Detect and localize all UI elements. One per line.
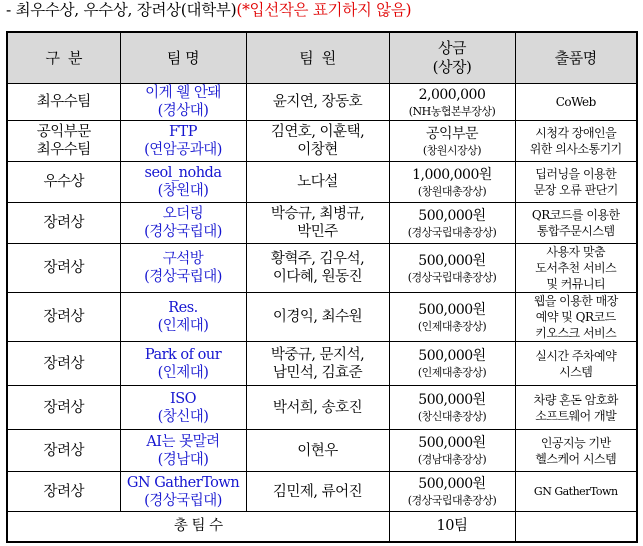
prize-sponsor: (창원시장상) bbox=[422, 143, 482, 157]
table-caption bbox=[6, 0, 411, 24]
prize-amount: 2,000,000 bbox=[418, 86, 486, 103]
category-cell bbox=[7, 430, 120, 472]
work-cell-line: CoWeb bbox=[555, 95, 596, 109]
table-row bbox=[7, 386, 637, 430]
table-row bbox=[7, 293, 637, 342]
table-row bbox=[7, 430, 637, 472]
total-empty-cell bbox=[515, 512, 637, 542]
team-cell-line: AI는 못말려 bbox=[146, 433, 220, 450]
prize-cell bbox=[389, 121, 515, 162]
total-value: 10팀 bbox=[389, 512, 515, 542]
work-cell-line: 키오스크 서비스 bbox=[535, 326, 617, 340]
work-cell bbox=[515, 293, 637, 342]
work-cell bbox=[515, 342, 637, 386]
table-row bbox=[7, 472, 637, 512]
category-cell bbox=[7, 203, 120, 244]
members-cell-line: 윤지연, 장동호 bbox=[272, 94, 363, 110]
category-cell-line: 공익부문 bbox=[36, 124, 91, 140]
header-prize-line1: 상금 bbox=[438, 39, 466, 57]
table-row bbox=[7, 342, 637, 386]
prize-amount: 500,000원 bbox=[418, 348, 486, 364]
table-row bbox=[7, 244, 637, 293]
team-cell-line: Park of our bbox=[144, 346, 222, 363]
header-row bbox=[7, 32, 637, 84]
team-cell-line: 구석방 bbox=[162, 251, 204, 267]
prize-amount: 500,000원 bbox=[418, 476, 486, 492]
category-cell-line: 장려상 bbox=[43, 309, 85, 325]
total-label: 총 팀 수 bbox=[7, 512, 389, 542]
header-work: 출품명 bbox=[515, 32, 637, 84]
team-cell-line: 이게 웰 안돼 bbox=[145, 85, 221, 101]
prize-cell bbox=[389, 244, 515, 293]
prize-amount: 500,000원 bbox=[418, 207, 486, 224]
table-row bbox=[7, 203, 637, 244]
members-cell-line: 박중규, 문지석, bbox=[270, 346, 365, 363]
members-cell-line: 박서희, 송호진 bbox=[272, 399, 363, 416]
prize-cell bbox=[389, 203, 515, 244]
work-cell-line: 딥러닝을 이용한 bbox=[535, 167, 617, 181]
members-cell-line: 이경익, 최수원 bbox=[272, 309, 363, 325]
category-cell-line: 장려상 bbox=[43, 442, 85, 459]
prize-cell bbox=[389, 386, 515, 430]
category-cell bbox=[7, 386, 120, 430]
prize-cell bbox=[389, 472, 515, 512]
members-cell-line: 남민석, 김효준 bbox=[272, 364, 363, 381]
team-cell bbox=[120, 386, 246, 430]
work-cell-line: 실시간 주차예약 bbox=[535, 348, 617, 363]
team-cell-line: (경남대) bbox=[157, 451, 209, 468]
team-cell bbox=[120, 472, 246, 512]
team-cell bbox=[120, 244, 246, 293]
prize-sponsor: (NH농협본부장상) bbox=[408, 104, 496, 118]
team-cell bbox=[120, 162, 246, 203]
work-cell bbox=[515, 162, 637, 203]
team-cell-line: GN GatherTown bbox=[126, 474, 240, 491]
header-prize bbox=[389, 32, 515, 84]
prize-amount: 500,000원 bbox=[418, 392, 486, 408]
work-cell bbox=[515, 203, 637, 244]
prize-cell bbox=[389, 430, 515, 472]
work-cell-line: QR코드를 이용한 bbox=[531, 208, 620, 222]
prize-amount: 1,000,000원 bbox=[412, 166, 492, 183]
members-cell bbox=[246, 342, 389, 386]
work-cell-line: 예약 및 QR코드 bbox=[535, 310, 616, 324]
table-row bbox=[7, 84, 637, 121]
members-cell-line: 박민주 bbox=[297, 224, 338, 240]
category-cell-line: 최우수팀 bbox=[36, 142, 91, 158]
work-cell-line: 통합주문시스템 bbox=[536, 224, 615, 238]
work-cell-line: 인공지능 기반 bbox=[540, 435, 611, 450]
prize-cell bbox=[389, 342, 515, 386]
category-cell-line: 최우수팀 bbox=[36, 94, 91, 110]
members-cell-line: 박승규, 최병규, bbox=[270, 206, 365, 222]
caption-prefix: - 최우수상, 우수상, 장려상(대학부) bbox=[6, 1, 237, 19]
members-cell-line: 김연호, 이훈택, bbox=[270, 124, 365, 140]
category-cell-line: 장려상 bbox=[43, 355, 85, 372]
team-cell-line: (경상대) bbox=[157, 103, 209, 119]
members-cell bbox=[246, 203, 389, 244]
team-cell-line: (연암공과대) bbox=[144, 142, 222, 158]
prize-sponsor: (창원대총장상) bbox=[417, 184, 487, 198]
total-row bbox=[7, 512, 637, 542]
team-cell bbox=[120, 293, 246, 342]
work-cell-line: 및 커뮤니티 bbox=[546, 277, 606, 291]
work-cell-line: 소프트웨어 개발 bbox=[535, 408, 617, 423]
team-cell bbox=[120, 121, 246, 162]
category-cell-line: 장려상 bbox=[43, 483, 85, 500]
team-cell-line: (경상국립대) bbox=[144, 224, 222, 240]
team-cell-line: FTP bbox=[169, 124, 197, 140]
work-cell-line: 웹을 이용한 매장 bbox=[533, 294, 618, 308]
work-cell bbox=[515, 430, 637, 472]
prize-sponsor: (인제대총장상) bbox=[417, 319, 487, 333]
awards-table bbox=[6, 31, 638, 543]
members-cell bbox=[246, 162, 389, 203]
work-cell bbox=[515, 244, 637, 293]
team-cell-line: (창신대) bbox=[157, 408, 209, 425]
prize-sponsor: (경상국립대총장상) bbox=[407, 270, 497, 284]
members-cell-line: 노다설 bbox=[297, 174, 338, 190]
prize-sponsor: (경상국립대총장상) bbox=[407, 225, 497, 239]
members-cell bbox=[246, 121, 389, 162]
team-cell-line: 오더링 bbox=[162, 206, 204, 222]
category-cell bbox=[7, 121, 120, 162]
work-cell-line: 시스템 bbox=[559, 364, 593, 379]
category-cell-line: 장려상 bbox=[43, 399, 85, 416]
prize-cell bbox=[389, 162, 515, 203]
category-cell bbox=[7, 342, 120, 386]
members-cell bbox=[246, 293, 389, 342]
work-cell bbox=[515, 84, 637, 121]
category-cell-line: 장려상 bbox=[43, 260, 85, 276]
category-cell-line: 우수상 bbox=[43, 174, 85, 190]
prize-sponsor: (창신대총장상) bbox=[417, 410, 487, 423]
table-row bbox=[7, 162, 637, 203]
prize-amount: 500,000원 bbox=[418, 252, 486, 269]
prize-amount: 500,000원 bbox=[418, 301, 486, 318]
category-cell bbox=[7, 84, 120, 121]
caption-note: (*입선작은 표기하지 않음) bbox=[236, 1, 412, 19]
team-cell-line: Res. bbox=[168, 300, 198, 316]
table-body bbox=[7, 84, 637, 512]
team-cell-line: seol_nohda bbox=[144, 165, 222, 181]
work-cell-line: 차량 혼돈 암호화 bbox=[533, 392, 618, 407]
team-cell-line: (인제대) bbox=[157, 364, 209, 381]
header-members: 팀 원 bbox=[246, 32, 389, 84]
prize-amount: 500,000원 bbox=[418, 435, 486, 451]
header-category: 구 분 bbox=[7, 32, 120, 84]
members-cell-line: 이창현 bbox=[297, 142, 338, 158]
work-cell bbox=[515, 121, 637, 162]
work-cell-line: 도서추천 서비스 bbox=[535, 261, 617, 275]
work-cell-line: 시청각 장애인을 bbox=[535, 126, 617, 140]
team-cell bbox=[120, 203, 246, 244]
team-cell-line: (경상국립대) bbox=[144, 492, 222, 509]
members-cell-line: 이다혜, 원동진 bbox=[272, 269, 363, 285]
team-cell-line: ISO bbox=[169, 390, 197, 407]
work-cell-line: 문장 오류 판단기 bbox=[533, 183, 618, 197]
members-cell-line: 이현우 bbox=[297, 442, 338, 459]
team-cell bbox=[120, 342, 246, 386]
members-cell bbox=[246, 244, 389, 293]
work-cell-line: 사용자 맞춤 bbox=[546, 245, 606, 259]
category-cell bbox=[7, 293, 120, 342]
prize-sponsor: (경상국립대총장상) bbox=[407, 494, 497, 507]
category-cell bbox=[7, 472, 120, 512]
work-cell-line: 위한 의사소통기기 bbox=[529, 142, 622, 156]
category-cell-line: 장려상 bbox=[43, 215, 85, 231]
work-cell-line: GN GatherTown bbox=[533, 484, 618, 498]
work-cell bbox=[515, 386, 637, 430]
prize-cell bbox=[389, 293, 515, 342]
members-cell bbox=[246, 430, 389, 472]
team-cell bbox=[120, 430, 246, 472]
team-cell-line: (인제대) bbox=[157, 318, 209, 334]
prize-cell bbox=[389, 84, 515, 121]
category-cell bbox=[7, 162, 120, 203]
prize-sponsor: (인제대총장상) bbox=[417, 366, 487, 379]
prize-sponsor: (경남대총장상) bbox=[417, 453, 487, 466]
team-cell bbox=[120, 84, 246, 121]
prize-amount: 공익부문 bbox=[425, 125, 479, 142]
work-cell-line: 헬스케어 시스템 bbox=[535, 451, 617, 466]
category-cell bbox=[7, 244, 120, 293]
team-cell-line: (창원대) bbox=[157, 183, 209, 199]
team-cell-line: (경상국립대) bbox=[144, 269, 222, 285]
header-prize-line2: (상장) bbox=[432, 58, 472, 76]
work-cell bbox=[515, 472, 637, 512]
members-cell bbox=[246, 84, 389, 121]
members-cell bbox=[246, 386, 389, 430]
members-cell-line: 김민제, 류어진 bbox=[272, 483, 363, 500]
members-cell bbox=[246, 472, 389, 512]
table-row bbox=[7, 121, 637, 162]
members-cell-line: 황혁주, 김우석, bbox=[270, 251, 365, 267]
header-team: 팀 명 bbox=[120, 32, 246, 84]
